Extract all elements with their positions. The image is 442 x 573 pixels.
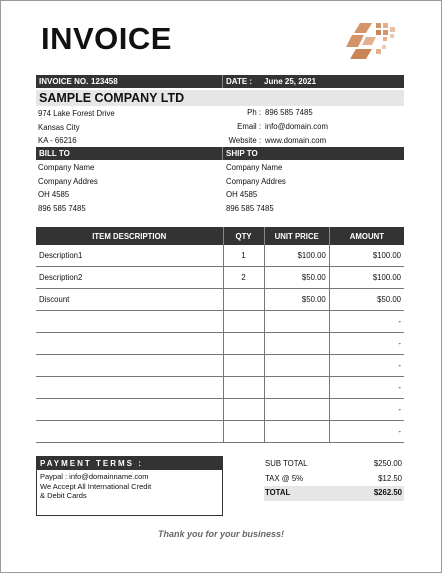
company-address-1: 974 Lake Forest Drive [38, 109, 115, 118]
item-unit-price [264, 311, 329, 333]
table-row [36, 333, 404, 355]
company-logo-icon [342, 19, 402, 61]
header-amount: AMOUNT [329, 227, 404, 245]
date-value: June 25, 2021 [264, 77, 317, 86]
company-address-2: Kansas City [38, 123, 80, 132]
bill-to-phone: 896 585 7485 [38, 204, 86, 213]
item-description [36, 333, 223, 355]
item-unit-price [264, 377, 329, 399]
ship-to-phone: 896 585 7485 [226, 204, 274, 213]
item-description: Description2 [36, 267, 223, 289]
invoice-title: INVOICE [41, 21, 172, 56]
item-qty [223, 377, 264, 399]
thank-you-note: Thank you for your business! [157, 529, 285, 539]
address-bar [36, 147, 404, 160]
invoice-no-label: INVOICE NO. [39, 77, 89, 86]
table-row [36, 289, 404, 311]
item-qty [223, 421, 264, 443]
subtotal-row [264, 457, 404, 472]
item-qty [223, 289, 264, 311]
subtotal-label: SUB TOTAL [265, 459, 308, 468]
header-item-description: ITEM DESCRIPTION [36, 227, 223, 245]
header-qty: QTY [223, 227, 264, 245]
ship-to-name: Company Name [226, 163, 283, 172]
item-amount: $100.00 [329, 245, 404, 267]
item-amount: - [329, 355, 404, 377]
item-description: Discount [36, 289, 223, 311]
item-qty: 2 [223, 267, 264, 289]
item-amount: - [329, 333, 404, 355]
item-amount: - [329, 377, 404, 399]
item-description [36, 421, 223, 443]
invoice-info-bar [36, 75, 404, 88]
item-qty [223, 399, 264, 421]
item-unit-price [264, 333, 329, 355]
totals-block [264, 457, 404, 501]
phone-value: 896 585 7485 [265, 108, 313, 117]
ship-to-state: OH 4585 [226, 190, 258, 199]
invoice-no-value: 123458 [91, 77, 118, 86]
header-unit-price: UNIT PRICE [264, 227, 329, 245]
item-unit-price: $50.00 [264, 267, 329, 289]
table-row [36, 311, 404, 333]
tax-label: TAX @ 5% [265, 473, 304, 483]
item-amount: $100.00 [329, 267, 404, 289]
table-row [36, 399, 404, 421]
item-description [36, 377, 223, 399]
payment-line-1: Paypal : info@domainname.com [40, 472, 149, 481]
company-name: SAMPLE COMPANY LTD [36, 90, 404, 106]
item-unit-price: $100.00 [264, 245, 329, 267]
item-unit-price [264, 399, 329, 421]
company-address-3: KA - 66216 [38, 136, 77, 145]
total-label: TOTAL [265, 488, 291, 497]
table-row [36, 245, 404, 267]
tax-row [264, 472, 404, 487]
item-unit-price: $50.00 [264, 289, 329, 311]
item-description [36, 355, 223, 377]
bill-to-address: Company Addres [38, 177, 98, 186]
email-label: Email : [237, 122, 261, 131]
table-row [36, 377, 404, 399]
item-unit-price [264, 355, 329, 377]
payment-terms-box [36, 456, 223, 516]
ship-to-label: SHIP TO [226, 149, 258, 158]
payment-line-2: We Accept All International Credit [40, 481, 152, 491]
total-row [264, 486, 404, 501]
item-amount: - [329, 421, 404, 443]
email-value: info@domain.com [265, 122, 328, 131]
table-row [36, 421, 404, 443]
items-header-row [36, 227, 404, 245]
payment-terms-heading: PAYMENT TERMS : [37, 457, 222, 470]
items-table [36, 227, 404, 443]
item-description: Description1 [36, 245, 223, 267]
bill-to-name: Company Name [38, 163, 95, 172]
bill-to-label: BILL TO [39, 149, 70, 158]
total-value: $262.50 [373, 488, 402, 497]
date-label: DATE : [226, 77, 253, 86]
website-value: www.domain.com [265, 136, 327, 145]
payment-terms-text [37, 470, 222, 501]
bill-to-state: OH 4585 [38, 190, 70, 199]
item-qty [223, 355, 264, 377]
item-amount: - [329, 311, 404, 333]
item-amount: $50.00 [329, 289, 404, 311]
phone-label: Ph : [247, 108, 261, 117]
ship-to-address: Company Addres [226, 177, 286, 186]
table-row [36, 267, 404, 289]
website-label: Website : [228, 136, 261, 145]
tax-value: $12.50 [378, 473, 402, 483]
item-unit-price [264, 421, 329, 443]
subtotal-value: $250.00 [373, 459, 402, 468]
item-qty [223, 333, 264, 355]
payment-line-3: & Debit Cards [40, 491, 87, 501]
item-amount: - [329, 399, 404, 421]
item-description [36, 399, 223, 421]
table-row [36, 355, 404, 377]
item-description [36, 311, 223, 333]
item-qty: 1 [223, 245, 264, 267]
item-qty [223, 311, 264, 333]
